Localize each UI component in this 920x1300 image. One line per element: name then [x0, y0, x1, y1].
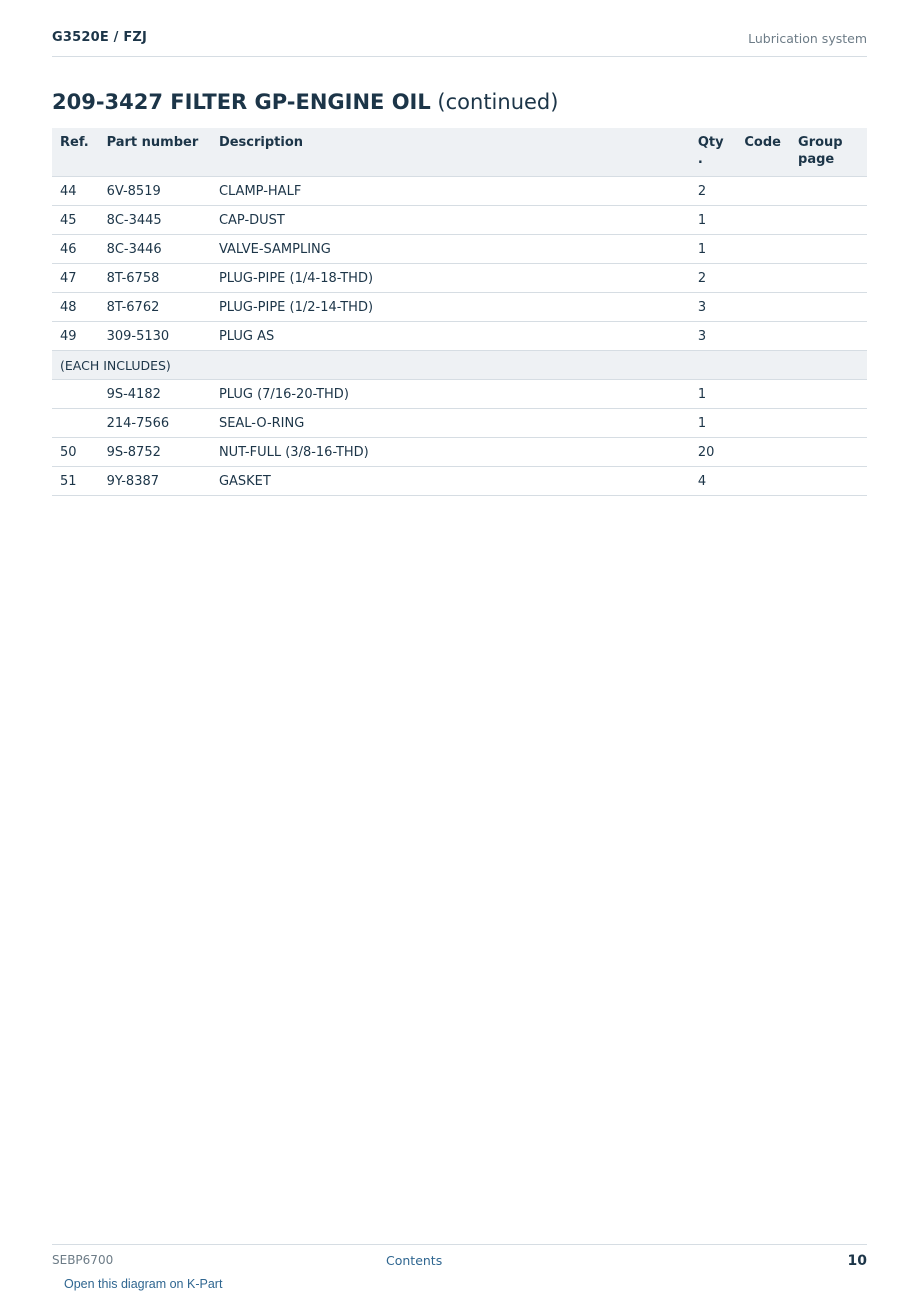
cell-group-page — [790, 322, 867, 351]
table-row — [52, 264, 867, 293]
cell-code — [736, 380, 790, 409]
cell-group-page — [790, 380, 867, 409]
cell-part-number: 8C-3445 — [99, 206, 211, 235]
cell-description: SEAL-O-RING — [211, 409, 690, 438]
cell-qty: 3 — [690, 322, 737, 351]
cell-group-page — [790, 177, 867, 206]
group-label: (EACH INCLUDES) — [52, 351, 867, 380]
cell-description: VALVE-SAMPLING — [211, 235, 690, 264]
cell-code — [736, 264, 790, 293]
column-header-qty — [690, 128, 737, 177]
cell-part-number: 309-5130 — [99, 322, 211, 351]
section-name: Lubrication system — [748, 31, 867, 46]
cell-qty: 1 — [690, 235, 737, 264]
cell-ref: 46 — [52, 235, 99, 264]
cell-qty: 3 — [690, 293, 737, 322]
table-group-row — [52, 351, 867, 380]
column-header-code: Code — [736, 128, 790, 177]
cell-qty: 1 — [690, 380, 737, 409]
cell-ref: 47 — [52, 264, 99, 293]
cell-part-number: 8T-6762 — [99, 293, 211, 322]
cell-description: GASKET — [211, 467, 690, 496]
table-row — [52, 177, 867, 206]
table-row — [52, 322, 867, 351]
title-main: 209-3427 FILTER GP-ENGINE OIL — [52, 90, 431, 114]
cell-description: CAP-DUST — [211, 206, 690, 235]
column-header-group-line1: Group — [798, 135, 843, 150]
cell-group-page — [790, 293, 867, 322]
column-header-group-page — [790, 128, 867, 177]
title-suffix: (continued) — [430, 90, 559, 114]
column-header-ref: Ref. — [52, 128, 99, 177]
page-number: 10 — [847, 1253, 867, 1269]
cell-code — [736, 467, 790, 496]
column-header-group-line2: page — [798, 152, 835, 167]
open-kpart-link[interactable]: Open this diagram on K-Part — [64, 1277, 223, 1291]
cell-description: PLUG AS — [211, 322, 690, 351]
cell-ref: 50 — [52, 438, 99, 467]
cell-qty: 1 — [690, 409, 737, 438]
cell-description: PLUG-PIPE (1/2-14-THD) — [211, 293, 690, 322]
page-header — [52, 28, 867, 57]
cell-code — [736, 235, 790, 264]
table-header-row — [52, 128, 867, 177]
cell-code — [736, 438, 790, 467]
table-row — [52, 409, 867, 438]
cell-part-number: 8T-6758 — [99, 264, 211, 293]
cell-qty: 2 — [690, 177, 737, 206]
table-row — [52, 235, 867, 264]
cell-part-number: 8C-3446 — [99, 235, 211, 264]
cell-qty: 1 — [690, 206, 737, 235]
cell-ref: 51 — [52, 467, 99, 496]
page-footer — [52, 1244, 867, 1295]
cell-group-page — [790, 206, 867, 235]
cell-group-page — [790, 409, 867, 438]
cell-code — [736, 206, 790, 235]
column-header-part-number: Part number — [99, 128, 211, 177]
cell-code — [736, 322, 790, 351]
parts-table — [52, 128, 867, 496]
model-code: G3520E / FZJ — [52, 30, 148, 45]
cell-code — [736, 177, 790, 206]
cell-part-number: 9S-8752 — [99, 438, 211, 467]
table-row — [52, 438, 867, 467]
cell-description: PLUG (7/16-20-THD) — [211, 380, 690, 409]
cell-ref: 44 — [52, 177, 99, 206]
cell-group-page — [790, 264, 867, 293]
column-header-qty-line1: Qty — [697, 135, 724, 150]
cell-ref: 48 — [52, 293, 99, 322]
contents-link[interactable]: Contents — [386, 1253, 443, 1268]
cell-description: PLUG-PIPE (1/4-18-THD) — [211, 264, 690, 293]
cell-ref — [52, 409, 99, 438]
cell-description: CLAMP-HALF — [211, 177, 690, 206]
cell-ref — [52, 380, 99, 409]
cell-code — [736, 409, 790, 438]
table-row — [52, 206, 867, 235]
cell-part-number: 9S-4182 — [99, 380, 211, 409]
table-row — [52, 467, 867, 496]
cell-qty: 4 — [690, 467, 737, 496]
cell-qty: 2 — [690, 264, 737, 293]
cell-group-page — [790, 438, 867, 467]
cell-ref: 45 — [52, 206, 99, 235]
column-header-qty-line2: . — [697, 152, 703, 167]
cell-part-number: 6V-8519 — [99, 177, 211, 206]
page-title — [52, 90, 558, 114]
cell-part-number: 214-7566 — [99, 409, 211, 438]
cell-ref: 49 — [52, 322, 99, 351]
table-row — [52, 380, 867, 409]
column-header-description: Description — [211, 128, 690, 177]
cell-qty: 20 — [690, 438, 737, 467]
cell-part-number: 9Y-8387 — [99, 467, 211, 496]
table-row — [52, 293, 867, 322]
cell-group-page — [790, 467, 867, 496]
cell-group-page — [790, 235, 867, 264]
document-id: SEBP6700 — [52, 1253, 114, 1267]
cell-code — [736, 293, 790, 322]
cell-description: NUT-FULL (3/8-16-THD) — [211, 438, 690, 467]
